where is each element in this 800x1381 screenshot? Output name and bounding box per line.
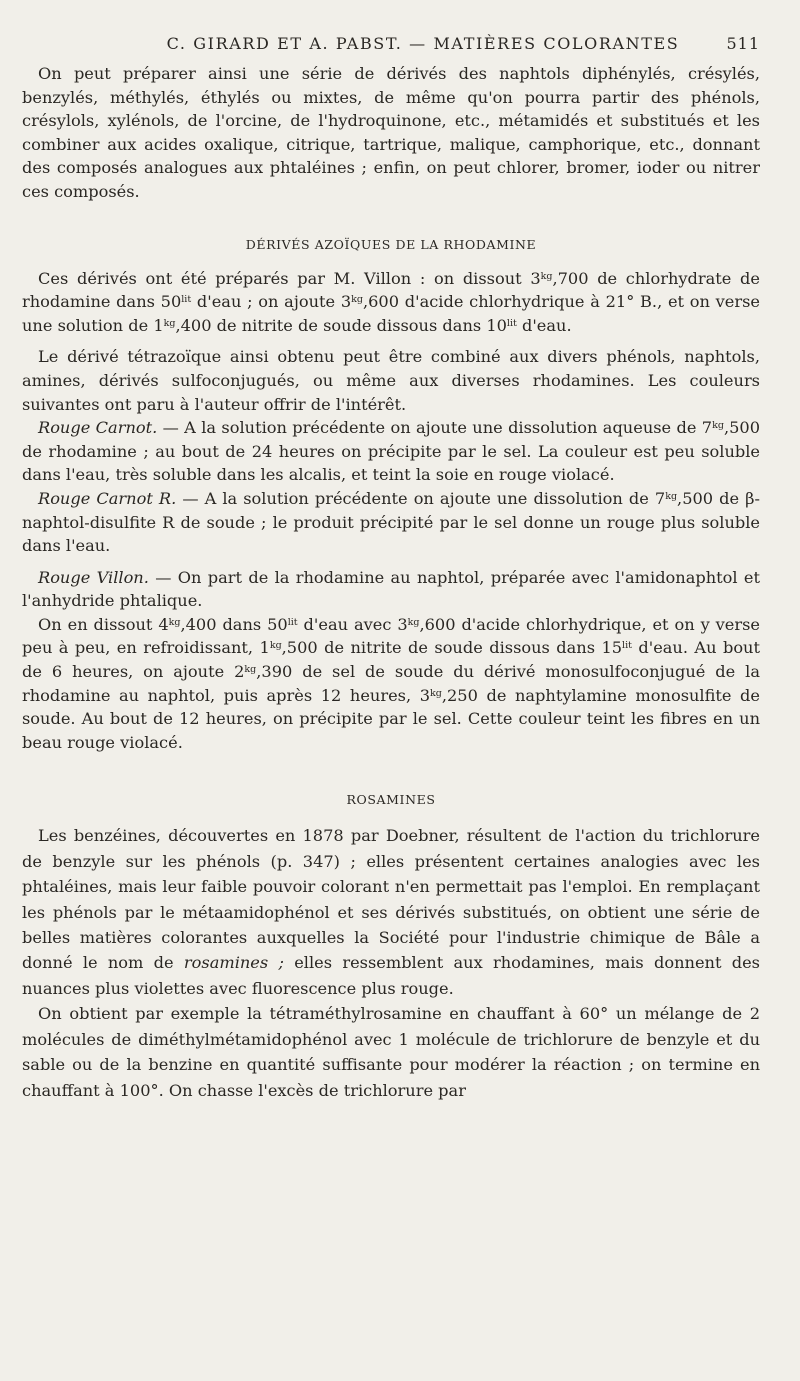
- running-head-title: C. GIRARD ET A. PABST. — MATIÈRES COLORANTES: [166, 34, 680, 53]
- paragraph-rouge-villon: Rouge Villon. — On part de la rhodamine au naphtol, préparée avec l'amidonaphtol et l'anhydride phtalique.: [22, 567, 760, 611]
- section-title-rosamines: ROSAMINES: [346, 792, 436, 808]
- running-head: [22, 34, 760, 62]
- section-title-azo-derivatives: DÉRIVÉS AZOÏQUES DE LA RHODAMINE: [245, 236, 537, 252]
- paragraph-villon-preparation: Ces dérivés ont été préparés par M. Villon : on dissout $3^{kg},700$ de chlorhydrate de rhodamine dans $50^{lit}$ d'eau ; on ajoute $3^{kg},600$ d'acide chlorhydrique à 21° B., et on verse une solution de $1^{kg},400$ de nitrite de soude dissous dans $10^{lit}$ d'eau.: [22, 268, 761, 335]
- intro-paragraph: On peut préparer ainsi une série de dérivés des naphtols diphénylés, crésylés, benzylés, méthylés, éthylés ou mixtes, de même qu'on pourra partir des phénols, crésylols, xylénols, de l'orcine, de l'hydroquinone, etc., métamidés et substitués et les combiner aux acides oxalique, citrique, tartrique, malique, camphorique, etc., donnant des composés analogues aux phtaléines ; enfin, on peut chlorer, bromer, ioder ou nitrer ces composés.: [22, 64, 760, 201]
- dye-name-rouge-carnot-r: Rouge Carnot R.: [38, 488, 177, 508]
- term-rosamines: rosamines ;: [183, 953, 284, 973]
- page-number: 511: [726, 34, 760, 53]
- paragraph-rouge-carnot: Rouge Carnot. — A la solution précédente on ajoute une dissolution aqueuse de $7^{kg},500$ de rhodamine ; au bout de 24 heures on précipite par le sel. La couleur est peu soluble dans l'eau, très soluble dans les alcalis, et teint la soie en rouge violacé.: [22, 418, 760, 485]
- paragraph-tetrazo-derivative: Le dérivé tétrazoïque ainsi obtenu peut être combiné aux divers phénols, naphtols, amines, dérivés sulfoconjugués, ou même aux diverses rhodamines. Les couleurs suivantes ont paru à l'auteur offrir de l'intérêt.: [22, 347, 760, 414]
- dye-name-rouge-villon: Rouge Villon.: [38, 567, 149, 587]
- paragraph-rouge-carnot-r: Rouge Carnot R. — A la solution précédente on ajoute une dissolution de $7^{kg},500$ de β-naphtol-disulfite R de soude ; le produit précipité par le sel donne un rouge plus soluble dans l'eau.: [22, 488, 761, 556]
- paragraph-benzeines: Les benzéines, découvertes en 1878 par Doebner, résultent de l'action du trichlorure de benzyle sur les phénols (p. 347) ; elles présentent certaines analogies avec les phtaléines, mais leur faible pouvoir colorant n'en permettait pas l'emploi. En remplaçant les phénols par le métaamidophénol et ses dérivés substitués, on obtient une série de belles matières colorantes auxquelles la Société pour l'industrie chimique de Bâle a donné le nom de rosamines ; elles ressemblent aux rhodamines, mais donnent des nuances plus violettes avec fluorescence plus rouge.: [22, 826, 760, 998]
- paragraph-rouge-villon-procedure: On en dissout $4^{kg},400$ dans $50^{lit}$ d'eau avec $3^{kg},600$ d'acide chlorhydrique, et on y verse peu à peu, en refroidissant, $1^{kg},500$ de nitrite de soude dissous dans $15^{lit}$ d'eau. Au bout de 6 heures, on ajoute $2^{kg},390$ de sel de soude du dérivé monosulfoconjugué de la rhodamine au naphtol, puis après 12 heures, $3^{kg},250$ de naphtylamine monosulfite de soude. Au bout de 12 heures, on précipite par le sel. Cette couleur teint les fibres en un beau rouge violacé.: [22, 614, 760, 752]
- paragraph-tetramethylrosamine: On obtient par exemple la tétraméthylrosamine en chauffant à 60° un mélange de 2 molécules de diméthylmétamidophénol avec 1 molécule de trichlorure de benzyle et du sable ou de la benzine en quantité suffisante pour modérer la réaction ; on termine en chauffant à 100°. On chasse l'excès de trichlorure par: [22, 1004, 760, 1100]
- dye-name-rouge-carnot: Rouge Carnot.: [38, 418, 158, 438]
